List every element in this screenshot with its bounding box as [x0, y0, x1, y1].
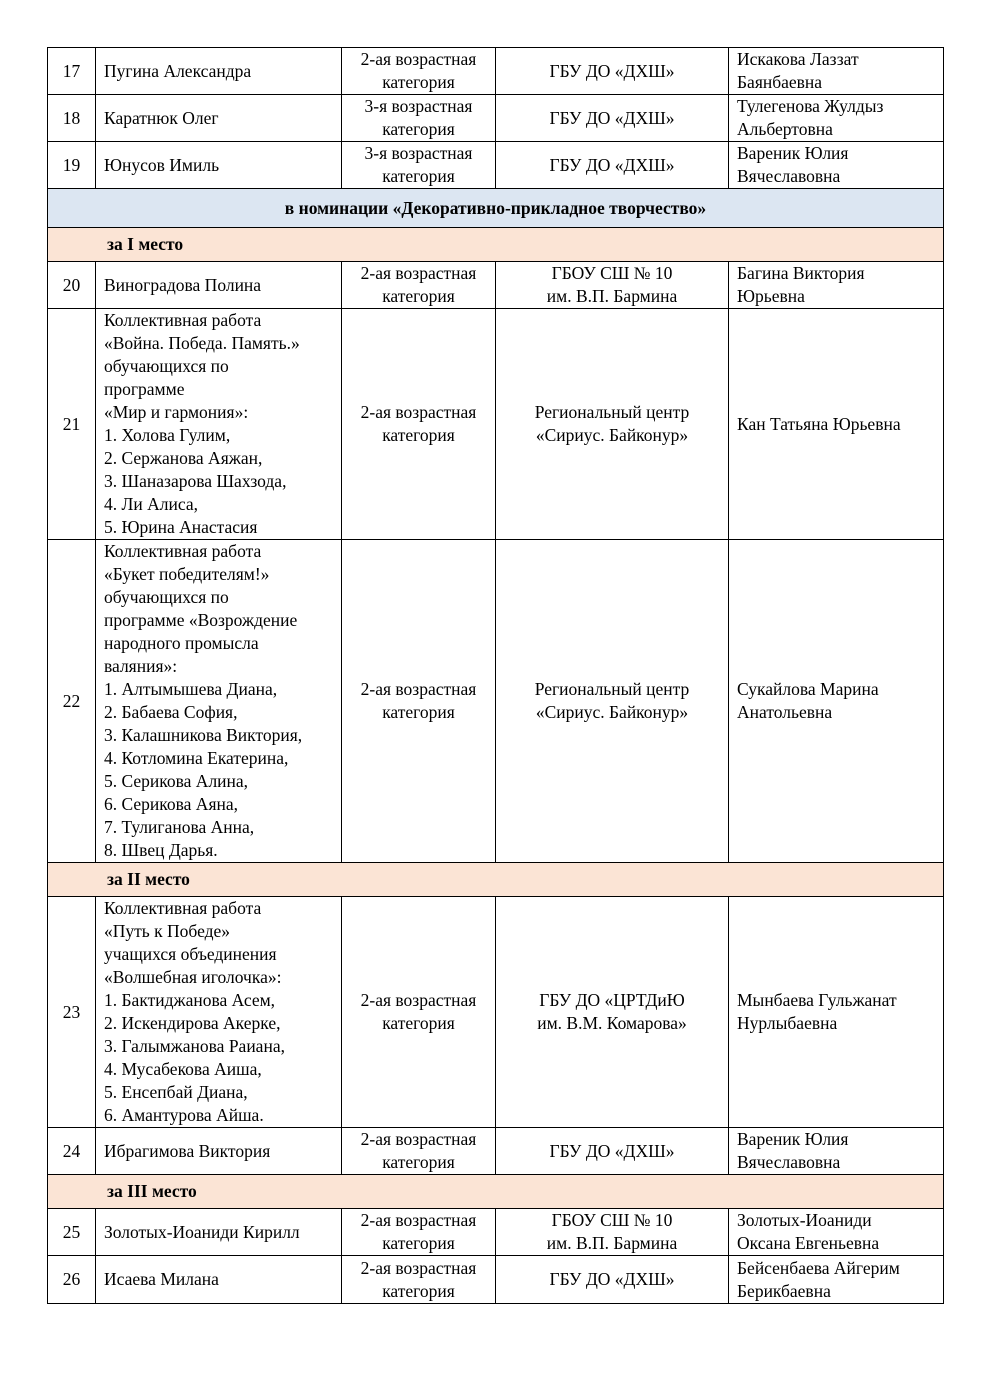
place1-header: за I место	[48, 228, 944, 262]
age-category-line: категория	[382, 1152, 455, 1172]
teacher-name	[729, 540, 944, 863]
teacher-name-line: Альбертовна	[737, 119, 833, 139]
document-page	[47, 47, 943, 1304]
participant-name-line: 4. Котломина Екатерина,	[104, 748, 289, 768]
table-row	[48, 1209, 944, 1256]
place2-header: за II место	[48, 863, 944, 897]
participant-name-line: 3. Шаназарова Шахзода,	[104, 471, 287, 491]
table-row	[48, 1128, 944, 1175]
participant-name	[96, 142, 342, 189]
age-category-line: 2-ая возрастная	[360, 1129, 477, 1149]
organization	[496, 897, 729, 1128]
organization	[496, 262, 729, 309]
participant-name	[96, 1209, 342, 1256]
place3-header-row	[48, 1175, 944, 1209]
teacher-name	[729, 262, 944, 309]
age-category	[342, 48, 496, 95]
row-number: 18	[48, 95, 96, 142]
row-number: 26	[48, 1256, 96, 1304]
participant-name-line: Ибрагимова Виктория	[104, 1140, 271, 1161]
participant-name-line: Исаева Милана	[104, 1269, 219, 1289]
age-category-line: категория	[382, 1280, 455, 1301]
age-category	[342, 95, 496, 142]
teacher-name-line: Оксана Евгеньевна	[737, 1233, 880, 1253]
participant-name	[96, 1256, 342, 1304]
participant-name-line: Коллективная работа	[104, 541, 262, 561]
table-row	[48, 142, 944, 189]
organization	[496, 48, 729, 95]
participant-name-line: 6. Амантурова Айша.	[104, 1105, 264, 1125]
row-number: 22	[48, 540, 96, 863]
participant-name-line: Юнусов Имиль	[104, 154, 220, 175]
organization-line: ГБУ ДО «ДХШ»	[549, 154, 675, 175]
table-row	[48, 262, 944, 309]
teacher-name-line: Багина Виктория	[737, 263, 865, 283]
row-number: 17	[48, 48, 96, 95]
participant-name-line: программе	[104, 379, 185, 399]
organization	[496, 309, 729, 540]
age-category	[342, 142, 496, 189]
age-category-line: категория	[382, 1013, 455, 1033]
teacher-name	[729, 1128, 944, 1175]
place2-header-row	[48, 863, 944, 897]
nomination-header: в номинации «Декоративно-прикладное творчество»	[48, 189, 944, 228]
row-number: 25	[48, 1209, 96, 1256]
age-category-line: 2-ая возрастная	[360, 990, 477, 1010]
participant-name-line: Каратнюк Олег	[104, 107, 219, 128]
participant-name	[96, 540, 342, 863]
row-number: 20	[48, 262, 96, 309]
participant-name-line: Виноградова Полина	[104, 274, 262, 295]
teacher-name	[729, 95, 944, 142]
table-row	[48, 48, 944, 95]
organization-line: Региональный центр	[534, 679, 690, 699]
teacher-name-line: Искакова Лаззат	[737, 49, 859, 69]
teacher-name-line: Тулегенова Жулдыз	[737, 96, 884, 116]
results-table-body	[48, 48, 944, 1304]
age-category	[342, 1256, 496, 1304]
participant-name-line: 4. Ли Алиса,	[104, 494, 198, 514]
table-row	[48, 897, 944, 1128]
age-category-line: категория	[382, 72, 455, 92]
row-number: 24	[48, 1128, 96, 1175]
participant-name-line: обучающихся по	[104, 587, 229, 607]
teacher-name-line: Мынбаева Гульжанат	[737, 990, 897, 1010]
place3-header: за III место	[48, 1175, 944, 1209]
participant-name	[96, 262, 342, 309]
organization	[496, 95, 729, 142]
participant-name-line: «Волшебная иголочка»:	[104, 967, 282, 987]
age-category-line: 2-ая возрастная	[360, 402, 477, 422]
age-category	[342, 262, 496, 309]
participant-name-line: 5. Енсепбай Диана,	[104, 1082, 248, 1102]
participant-name-line: Золотых-Иоаниди Кирилл	[104, 1221, 300, 1242]
teacher-name-line: Золотых-Иоаниди	[737, 1210, 872, 1230]
place1-header-row	[48, 228, 944, 262]
organization-line: ГБОУ СШ № 10	[551, 1210, 673, 1230]
organization	[496, 1209, 729, 1256]
teacher-name-line: Бейсенбаева Айгерим	[737, 1257, 900, 1278]
age-category-line: 2-ая возрастная	[360, 263, 477, 283]
organization	[496, 142, 729, 189]
organization-line: ГБОУ СШ № 10	[551, 263, 673, 283]
age-category-line: категория	[382, 286, 455, 306]
participant-name-line: 8. Швец Дарья.	[104, 840, 218, 860]
participant-name-line: Коллективная работа	[104, 310, 262, 330]
teacher-name	[729, 1256, 944, 1304]
participant-name-line: 2. Бабаева София,	[104, 702, 238, 722]
organization	[496, 1256, 729, 1304]
teacher-name	[729, 48, 944, 95]
organization	[496, 1128, 729, 1175]
row-number: 23	[48, 897, 96, 1128]
teacher-name-line: Берикбаевна	[737, 1280, 831, 1301]
organization-line: ГБУ ДО «ЦРТДиЮ	[539, 990, 685, 1010]
teacher-name-line: Вареник Юлия	[737, 143, 849, 163]
age-category-line: категория	[382, 425, 455, 445]
age-category	[342, 1209, 496, 1256]
teacher-name-line: Анатольевна	[737, 702, 833, 722]
teacher-name-line: Вячеславовна	[737, 1152, 841, 1172]
teacher-name	[729, 142, 944, 189]
participant-name-line: 5. Юрина Анастасия	[104, 517, 258, 537]
age-category	[342, 897, 496, 1128]
teacher-name-line: Кан Татьяна Юрьевна	[737, 413, 901, 434]
organization-line: ГБУ ДО «ДХШ»	[549, 1140, 675, 1161]
participant-name-line: «Мир и гармония»:	[104, 402, 249, 422]
age-category-line: категория	[382, 702, 455, 722]
age-category-line: 2-ая возрастная	[360, 1210, 477, 1230]
participant-name-line: валяния»:	[104, 656, 178, 676]
teacher-name-line: Юрьевна	[737, 286, 805, 306]
age-category-line: 2-ая возрастная	[360, 679, 477, 699]
participant-name-line: 2. Искендирова Акерке,	[104, 1013, 281, 1033]
participant-name	[96, 95, 342, 142]
organization-line: «Сириус. Байконур»	[535, 425, 689, 445]
participant-name-line: 6. Серикова Аяна,	[104, 794, 239, 814]
nomination-header-row	[48, 189, 944, 228]
participant-name-line: Коллективная работа	[104, 898, 262, 918]
organization-line: ГБУ ДО «ДХШ»	[549, 60, 675, 81]
age-category-line: 2-ая возрастная	[360, 1257, 477, 1278]
table-row	[48, 540, 944, 863]
participant-name-line: 2. Сержанова Аяжан,	[104, 448, 263, 468]
age-category-line: 2-ая возрастная	[360, 49, 477, 69]
participant-name-line: 5. Серикова Алина,	[104, 771, 249, 791]
teacher-name-line: Вареник Юлия	[737, 1129, 849, 1149]
row-number: 21	[48, 309, 96, 540]
row-number: 19	[48, 142, 96, 189]
participant-name-line: «Букет победителям!»	[104, 564, 270, 584]
age-category-line: категория	[382, 119, 455, 139]
participant-name	[96, 897, 342, 1128]
table-row	[48, 1256, 944, 1304]
organization-line: Региональный центр	[534, 402, 690, 422]
participant-name-line: учащихся объединения	[104, 944, 277, 964]
organization-line: ГБУ ДО «ДХШ»	[549, 107, 675, 128]
participant-name	[96, 309, 342, 540]
teacher-name-line: Баянбаевна	[737, 72, 823, 92]
age-category-line: категория	[382, 166, 455, 186]
organization-line: «Сириус. Байконур»	[535, 702, 689, 722]
organization-line: им. В.П. Бармина	[546, 1233, 678, 1253]
organization-line: ГБУ ДО «ДХШ»	[549, 1269, 675, 1289]
participant-name-line: 7. Тулиганова Анна,	[104, 817, 255, 837]
participant-name-line: 4. Мусабекова Аиша,	[104, 1059, 262, 1079]
participant-name-line: «Война. Победа. Память.»	[104, 333, 300, 353]
participant-name-line: народного промысла	[104, 633, 259, 653]
age-category-line: 3-я возрастная	[364, 96, 473, 116]
age-category	[342, 540, 496, 863]
table-row	[48, 309, 944, 540]
age-category-line: 3-я возрастная	[364, 143, 473, 163]
participant-name-line: программе «Возрождение	[104, 610, 298, 630]
results-table	[47, 47, 944, 1304]
age-category	[342, 309, 496, 540]
teacher-name	[729, 1209, 944, 1256]
participant-name-line: 3. Калашникова Виктория,	[104, 725, 303, 745]
participant-name	[96, 1128, 342, 1175]
teacher-name-line: Нурлыбаевна	[737, 1013, 838, 1033]
organization-line: им. В.П. Бармина	[546, 286, 678, 306]
teacher-name-line: Вячеславовна	[737, 166, 841, 186]
participant-name-line: 1. Бактиджанова Асем,	[104, 990, 276, 1010]
participant-name-line: 3. Галымжанова Раиана,	[104, 1036, 285, 1056]
organization	[496, 540, 729, 863]
table-row	[48, 95, 944, 142]
participant-name-line: обучающихся по	[104, 356, 229, 376]
participant-name-line: 1. Холова Гулим,	[104, 425, 231, 445]
teacher-name-line: Сукайлова Марина	[737, 679, 879, 699]
participant-name-line: «Путь к Победе»	[104, 921, 231, 941]
age-category	[342, 1128, 496, 1175]
teacher-name	[729, 897, 944, 1128]
participant-name-line: 1. Алтымышева Диана,	[104, 679, 278, 699]
participant-name-line: Пугина Александра	[104, 60, 252, 81]
teacher-name	[729, 309, 944, 540]
age-category-line: категория	[382, 1233, 455, 1253]
participant-name	[96, 48, 342, 95]
organization-line: им. В.М. Комарова»	[537, 1013, 687, 1033]
